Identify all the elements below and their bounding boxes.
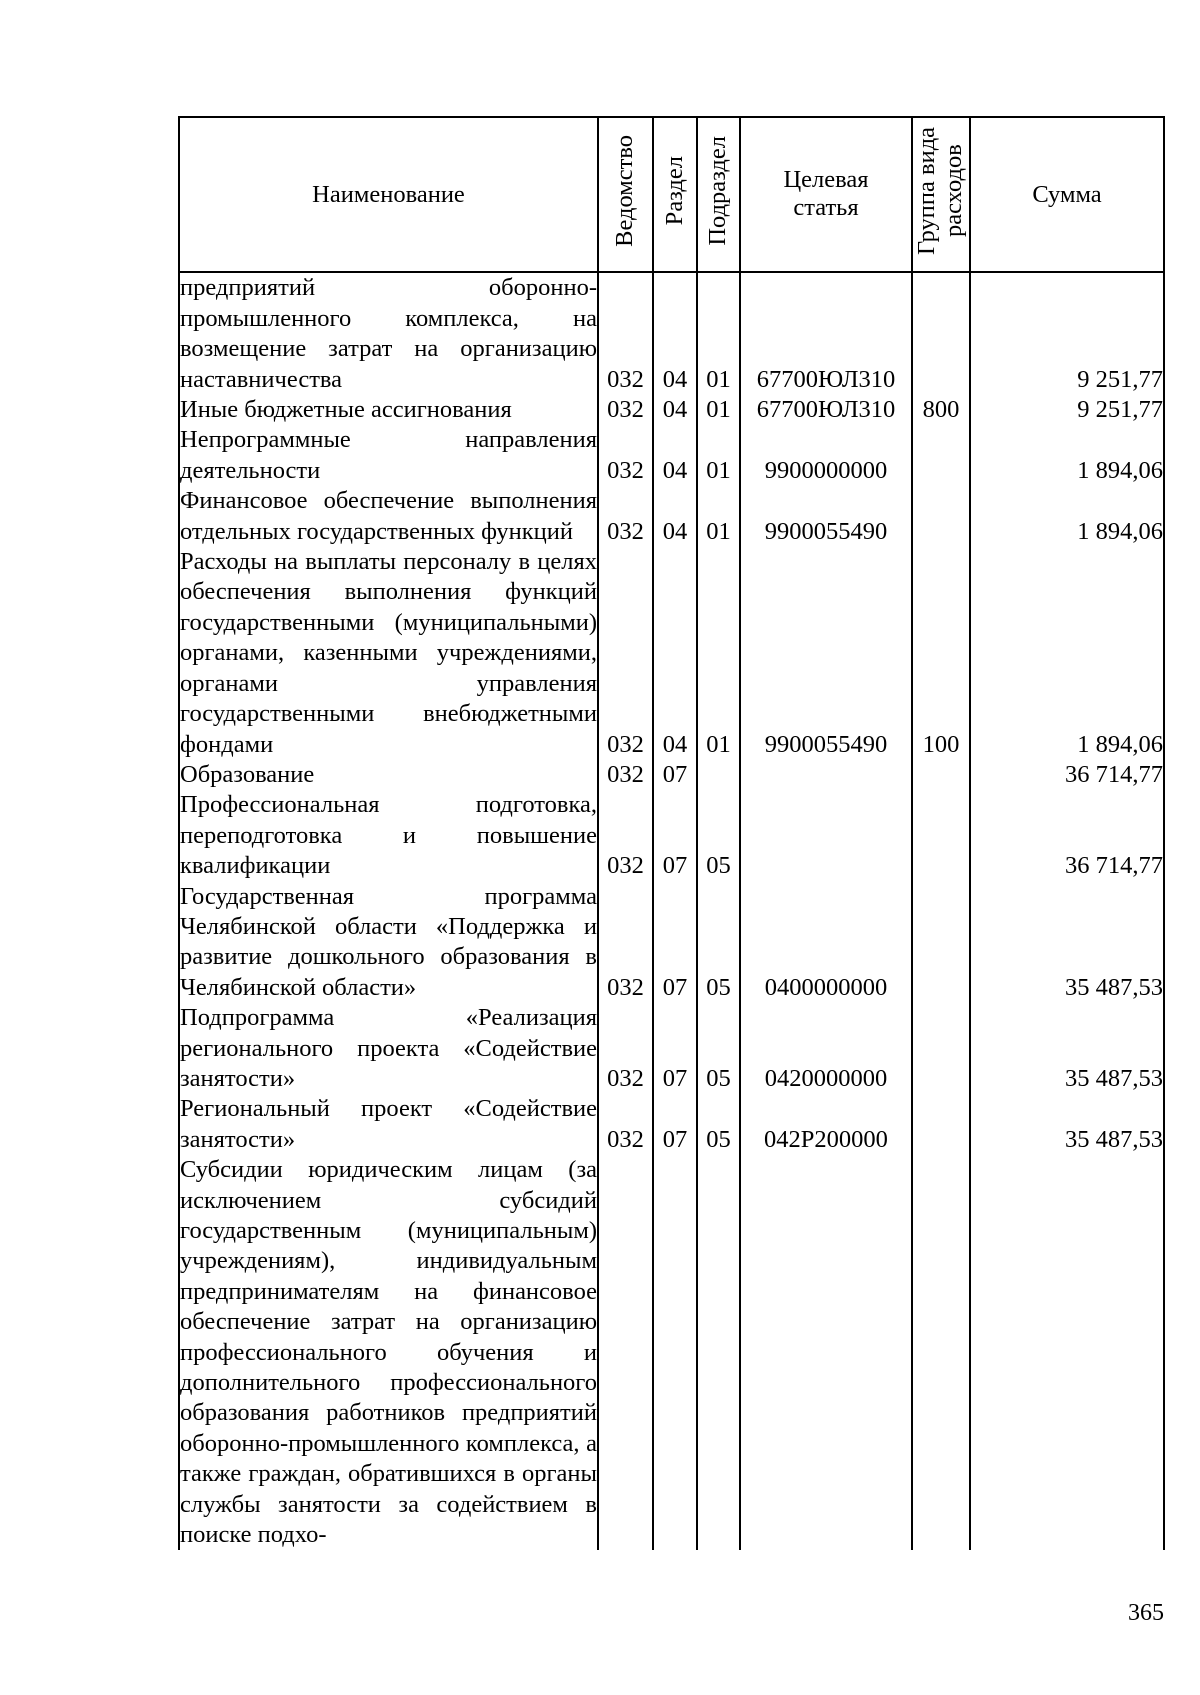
- cell-name: предприятий оборонно-промышленного комплекса, на возмещение затрат на организацию наставничества: [179, 272, 598, 395]
- cell-gruppa: [912, 1155, 970, 1550]
- header-ved: Ведомство: [598, 117, 653, 272]
- cell-ved: [598, 1155, 653, 1550]
- table-row: [179, 1094, 1164, 1155]
- cell-razdel: 07: [653, 760, 697, 790]
- cell-ved: 032: [598, 486, 653, 547]
- page-number: 365: [1128, 1600, 1164, 1626]
- cell-razdel: 04: [653, 486, 697, 547]
- cell-razdel: [653, 1155, 697, 1550]
- cell-summa: 1 894,06: [970, 425, 1164, 486]
- cell-tsel: 67700ЮЛ310: [740, 395, 912, 425]
- cell-podrazdel: [697, 1155, 740, 1550]
- header-tsel: Целевая статья: [740, 117, 912, 272]
- cell-name: Подпрограмма «Реализация регионального проекта «Содействие занятости»: [179, 1003, 598, 1094]
- table-row: [179, 1155, 1164, 1550]
- cell-podrazdel: 01: [697, 547, 740, 760]
- cell-gruppa: 800: [912, 395, 970, 425]
- table-row: [179, 272, 1164, 395]
- cell-razdel: 07: [653, 1003, 697, 1094]
- cell-ved: 032: [598, 395, 653, 425]
- cell-tsel: 042P200000: [740, 1094, 912, 1155]
- cell-ved: 032: [598, 1094, 653, 1155]
- cell-podrazdel: 01: [697, 486, 740, 547]
- budget-table: [178, 116, 1165, 1550]
- table-body: [179, 272, 1164, 1550]
- cell-summa: 9 251,77: [970, 272, 1164, 395]
- cell-tsel: 9900055490: [740, 486, 912, 547]
- table-row: [179, 882, 1164, 1004]
- cell-podrazdel: 01: [697, 395, 740, 425]
- cell-ved: 032: [598, 425, 653, 486]
- cell-razdel: 07: [653, 882, 697, 1004]
- cell-name: Финансовое обеспечение выполнения отдельных государственных функций: [179, 486, 598, 547]
- table-row: [179, 395, 1164, 425]
- cell-summa: 9 251,77: [970, 395, 1164, 425]
- cell-ved: 032: [598, 272, 653, 395]
- cell-name: Субсидии юридическим лицам (за исключением субсидий государственным (муниципальным) учреждениям), индивидуальным предпринимателям на финансовое обеспечение затрат на организацию профессионального обучения и дополнительного профессионального образования работников предприятий оборонно-промышленного комплекса, а также граждан, обратившихся в органы службы занятости за содействием в поиске подхо-: [179, 1155, 598, 1550]
- cell-razdel: 04: [653, 547, 697, 760]
- cell-razdel: 04: [653, 425, 697, 486]
- table-row: [179, 425, 1164, 486]
- cell-summa: 35 487,53: [970, 1094, 1164, 1155]
- cell-gruppa: [912, 882, 970, 1004]
- cell-tsel: 9900055490: [740, 547, 912, 760]
- header-row: [179, 117, 1164, 272]
- cell-summa: 1 894,06: [970, 547, 1164, 760]
- cell-summa: 35 487,53: [970, 1003, 1164, 1094]
- cell-razdel: 04: [653, 395, 697, 425]
- cell-tsel: 67700ЮЛ310: [740, 272, 912, 395]
- cell-summa: 36 714,77: [970, 760, 1164, 790]
- cell-podrazdel: 01: [697, 425, 740, 486]
- cell-gruppa: 100: [912, 547, 970, 760]
- cell-gruppa: [912, 272, 970, 395]
- header-razdel: Раздел: [653, 117, 697, 272]
- cell-gruppa: [912, 1094, 970, 1155]
- cell-name: Профессиональная подготовка, переподготовка и повышение квалификации: [179, 790, 598, 881]
- cell-tsel: 9900000000: [740, 425, 912, 486]
- cell-podrazdel: 05: [697, 1003, 740, 1094]
- cell-razdel: 04: [653, 272, 697, 395]
- table-row: [179, 486, 1164, 547]
- cell-podrazdel: [697, 760, 740, 790]
- table-row: [179, 1003, 1164, 1094]
- cell-ved: 032: [598, 547, 653, 760]
- cell-name: Государственная программа Челябинской области «Поддержка и развитие дошкольного образования в Челябинской области»: [179, 882, 598, 1004]
- cell-summa: 1 894,06: [970, 486, 1164, 547]
- cell-podrazdel: 05: [697, 882, 740, 1004]
- cell-name: Непрограммные направления деятельности: [179, 425, 598, 486]
- cell-podrazdel: 01: [697, 272, 740, 395]
- cell-ved: 032: [598, 790, 653, 881]
- cell-tsel: 0420000000: [740, 1003, 912, 1094]
- cell-name: Иные бюджетные ассигнования: [179, 395, 598, 425]
- header-summa: Сумма: [970, 117, 1164, 272]
- cell-gruppa: [912, 1003, 970, 1094]
- cell-name: Расходы на выплаты персоналу в целях обеспечения выполнения функций государственными (муниципальными) органами, казенными учреждениями, органами управления государственными внебюджетными фондами: [179, 547, 598, 760]
- header-podrazdel: Подраздел: [697, 117, 740, 272]
- cell-gruppa: [912, 790, 970, 881]
- cell-razdel: 07: [653, 790, 697, 881]
- cell-name: Образование: [179, 760, 598, 790]
- header-gruppa: Группа вида расходов: [912, 117, 970, 272]
- cell-ved: 032: [598, 1003, 653, 1094]
- cell-podrazdel: 05: [697, 1094, 740, 1155]
- cell-summa: 35 487,53: [970, 882, 1164, 1004]
- table-row: [179, 760, 1164, 790]
- table-row: [179, 790, 1164, 881]
- cell-tsel: 0400000000: [740, 882, 912, 1004]
- cell-gruppa: [912, 425, 970, 486]
- cell-tsel: [740, 790, 912, 881]
- cell-summa: [970, 1155, 1164, 1550]
- cell-name: Региональный проект «Содействие занятости»: [179, 1094, 598, 1155]
- cell-gruppa: [912, 760, 970, 790]
- table-row: [179, 547, 1164, 760]
- cell-razdel: 07: [653, 1094, 697, 1155]
- cell-ved: 032: [598, 760, 653, 790]
- cell-tsel: [740, 1155, 912, 1550]
- cell-tsel: [740, 760, 912, 790]
- header-name: Наименование: [179, 117, 598, 272]
- cell-summa: 36 714,77: [970, 790, 1164, 881]
- cell-podrazdel: 05: [697, 790, 740, 881]
- cell-ved: 032: [598, 882, 653, 1004]
- cell-gruppa: [912, 486, 970, 547]
